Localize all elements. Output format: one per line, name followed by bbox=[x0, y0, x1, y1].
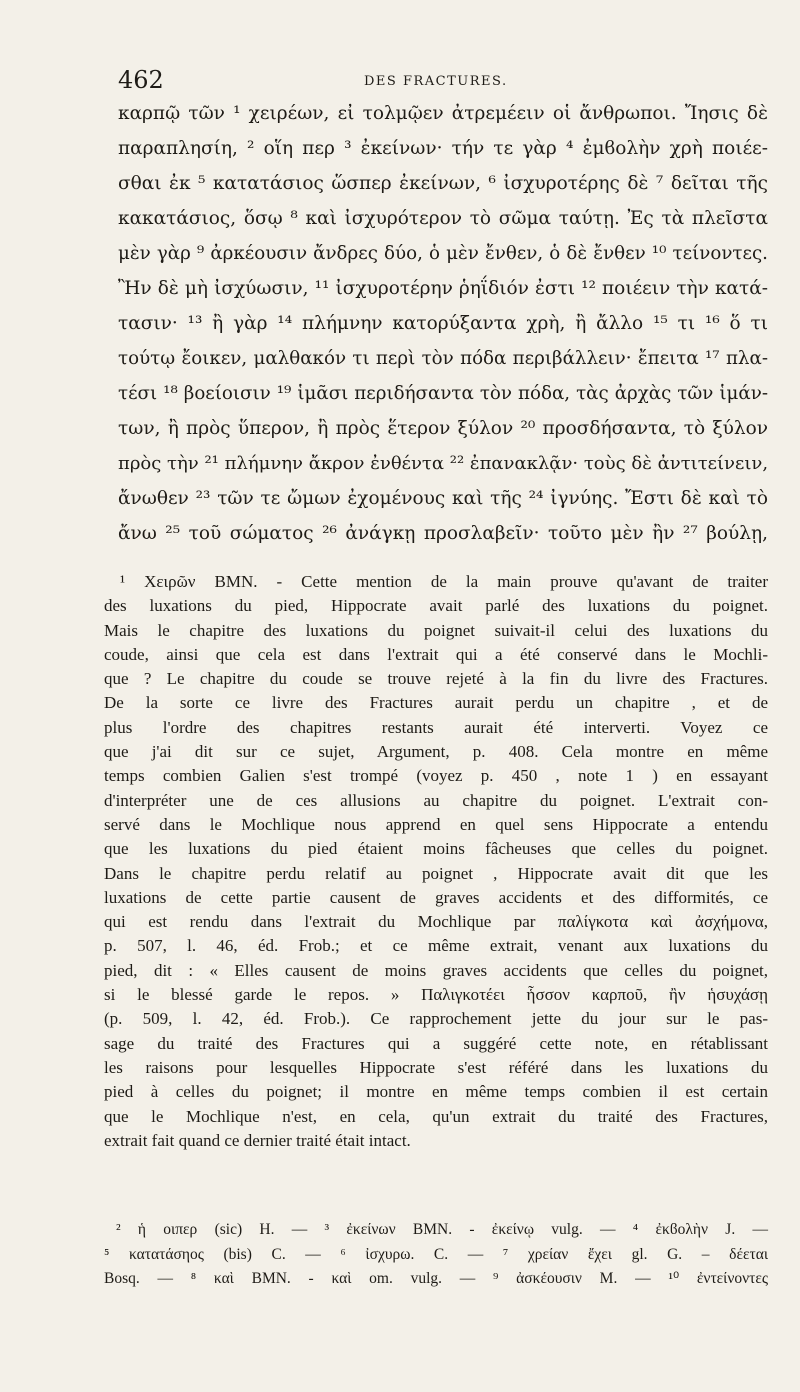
running-head: DES FRACTURES. bbox=[364, 74, 508, 89]
footnote-line: p. 507, l. 46, éd. Frob.; et ce même extrait, venant aux luxations du bbox=[104, 936, 768, 956]
footnote-line: Dans le chapitre perdu relatif au poignet , Hippocrate avait dit que les bbox=[104, 863, 768, 883]
footnote-line: (p. 509, l. 42, éd. Frob.). Ce rapprochement jette du jour sur le pas- bbox=[104, 1009, 768, 1029]
footnote-line: si le blessé garde le repos. » Παλιγκοτέει ἧσσον καρποῦ, ἢν ἡσυχάσῃ bbox=[104, 985, 768, 1005]
greek-line: τασιν· ¹³ ἢ γὰρ ¹⁴ πλήμνην κατορύξαντα χρὴ, ἢ ἄλλο ¹⁵ τι ¹⁶ ὅ τι bbox=[118, 313, 768, 334]
footnote-line: que ? Le chapitre du coude se trouve rejeté à la fin du livre des Fractures. bbox=[104, 669, 768, 689]
greek-line: καρπῷ τῶν ¹ χειρέων, εἰ τολμῷεν ἀτρεμέειν οἱ ἄνθρωποι. Ἴησις δὲ bbox=[118, 103, 768, 124]
footnote-line: ¹ Χειρῶν BMN. - Cette mention de la main prouve qu'avant de traiter bbox=[120, 572, 768, 591]
footnote-line: que les luxations du pied étaient moins fâcheuses que celles du poignet. bbox=[104, 839, 768, 859]
footnote-line: De la sorte ce livre des Fractures aurait perdu un chapitre , et de bbox=[104, 693, 768, 713]
footnote-line: que le Mochlique n'est, en cela, qu'un extrait du traité des Fractures, bbox=[104, 1106, 768, 1126]
footnote-line: d'interpréter une de ces allusions au chapitre du poignet. L'extrait con- bbox=[104, 790, 768, 810]
greek-main-text bbox=[118, 96, 768, 551]
footnote-line: sage du traité des Fractures qui a suggéré cette note, en rétablissant bbox=[104, 1033, 768, 1053]
greek-line: κακατάσιος, ὅσῳ ⁸ καὶ ἰσχυρότερον τὸ σῶμα ταύτῃ. Ἐς τὰ πλεῖστα bbox=[118, 208, 768, 229]
footnote-line: pied à celles du poignet; il montre en même temps combien il est certain bbox=[104, 1082, 768, 1102]
greek-line: των, ἢ πρὸς ὕπερον, ἢ πρὸς ἕτερον ξύλον ²⁰ προσδήσαντα, τὸ ξύλον bbox=[118, 418, 768, 439]
footnote-line: des luxations du pied, Hippocrate avait parlé des luxations du poignet. bbox=[104, 596, 768, 616]
footnote-line: les raisons pour lesquelles Hippocrate s'est référé dans les luxations du bbox=[104, 1057, 768, 1077]
greek-line: παραπλησίη, ² οἵη περ ³ ἐκείνων· τήν τε γὰρ ⁴ ἐμϐολὴν χρὴ ποιέε- bbox=[118, 138, 768, 159]
footnote-line: plus l'ordre des chapitres restants aurait été interverti. Voyez ce bbox=[104, 717, 768, 737]
apparatus-line: ⁵ κατατάσηος (bis) C. — ⁶ ἰσχυρω. C. — ⁷ χρείαν ἔχει gl. G. – δέεται bbox=[104, 1245, 768, 1263]
footnote-line: extrait fait quand ce dernier traité était intact. bbox=[104, 1130, 411, 1150]
greek-line: μὲν γὰρ ⁹ ἀρκέουσιν ἄνδρες δύο, ὁ μὲν ἔνθεν, ὁ δὲ ἔνθεν ¹⁰ τείνοντες. bbox=[118, 243, 768, 264]
footnote-line: luxations de cette partie causent de graves accidents et des difformités, ce bbox=[104, 887, 768, 907]
greek-line: Ἢν δὲ μὴ ἰσχύωσιν, ¹¹ ἰσχυροτέρην ῥηΐδιόν ἐστι ¹² ποιέειν τὴν κατά- bbox=[118, 278, 768, 299]
critical-apparatus bbox=[104, 1218, 768, 1292]
footnote-line: temps combien Galien s'est trompé (voyez p. 450 , note 1 ) en essayant bbox=[104, 766, 768, 786]
greek-line: πρὸς τὴν ²¹ πλήμνην ἄκρον ἐνθέντα ²² ἐπανακλᾷν· τοὺς δὲ ἀντιτείνειν, bbox=[118, 453, 769, 474]
apparatus-line: ² ἡ οιπερ (sic) H. — ³ ἐκείνων BMN. - ἐκείνῳ vulg. — ⁴ ἐκϐολὴν J. — bbox=[116, 1221, 768, 1238]
greek-line: σθαι ἐκ ⁵ κατατάσιος ὥσπερ ἐκείνων, ⁶ ἰσχυροτέρης δὲ ⁷ δεῖται τῆς bbox=[118, 173, 768, 194]
page-number: 462 bbox=[118, 66, 164, 94]
footnote-line: pied, dit : « Elles causent de moins graves accidents que celles du poignet, bbox=[104, 960, 768, 980]
greek-line: ἄνω ²⁵ τοῦ σώματος ²⁶ ἀνάγκῃ προσλαβεῖν· τοῦτο μὲν ἢν ²⁷ βούλῃ, bbox=[118, 523, 768, 544]
greek-line: τέσι ¹⁸ βοείοισιν ¹⁹ ἱμᾶσι περιδήσαντα τὸν πόδα, τὰς ἀρχὰς τῶν ἱμάν- bbox=[118, 383, 768, 404]
apparatus-line: Bosq. — ⁸ καὶ BMN. - καὶ om. vulg. — ⁹ ἀσκέουσιν M. — ¹⁰ ἐντείνοντες bbox=[104, 1270, 768, 1287]
footnote-line: coude, ainsi que cela est dans l'extrait qui a été conservé dans le Mochli- bbox=[104, 644, 768, 664]
footnote-line: servé dans le Mochlique nous apprend en quel sens Hippocrate a entendu bbox=[104, 814, 768, 834]
greek-line: ἄνωθεν ²³ τῶν τε ὤμων ἐχομένους καὶ τῆς ²⁴ ἰγνύης. Ἔστι δὲ καὶ τὸ bbox=[118, 488, 768, 509]
footnote-1 bbox=[104, 570, 768, 1153]
greek-line: τούτῳ ἔοικεν, μαλθακόν τι περὶ τὸν πόδα περιβάλλειν· ἔπειτα ¹⁷ πλα- bbox=[118, 348, 768, 369]
footnote-line: que j'ai dit sur ce sujet, Argument, p. 408. Cela montre en même bbox=[104, 742, 768, 762]
footnote-line: Mais le chapitre des luxations du poignet suivait-il celui des luxations du bbox=[104, 620, 768, 640]
footnote-line: qui est rendu dans l'extrait du Mochlique par παλίγκοτα καὶ ἀσχήμονα, bbox=[104, 912, 768, 932]
